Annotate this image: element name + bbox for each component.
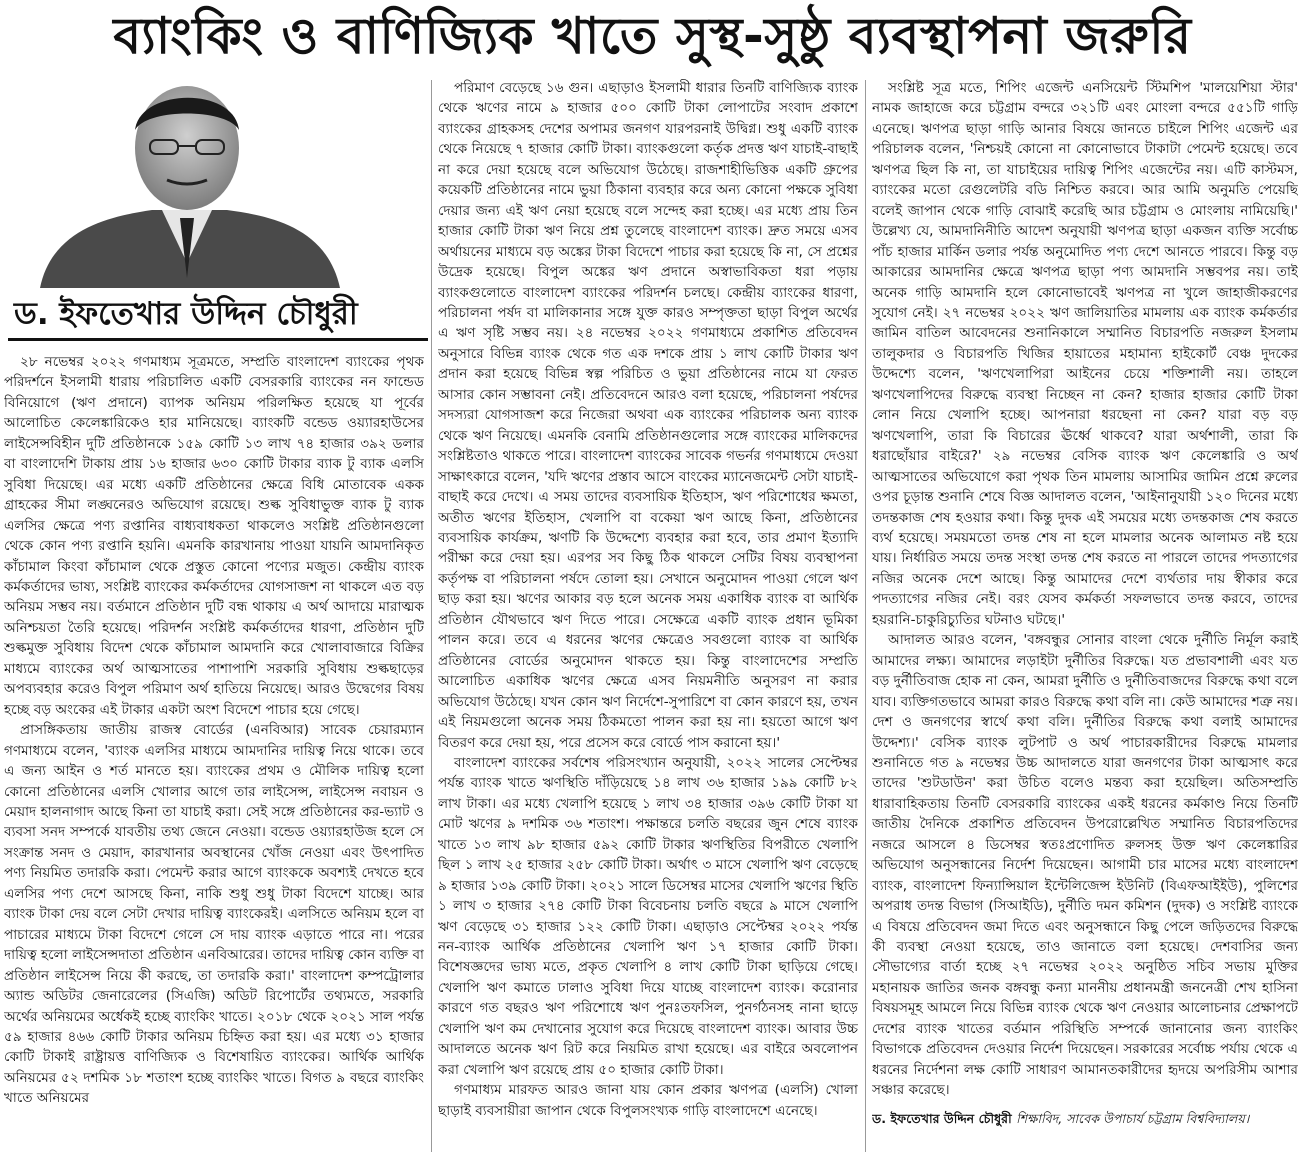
paragraph: ২৮ নভেম্বর ২০২২ গণমাধ্যম সূত্রমতে, সম্প্রতি বাংলাদেশ ব্যাংকের পৃথক পরিদর্শনে ইসলামী ধারায় পরিচালিত একটি বেসরকারি ব্যাংকের নন ফান্ডেড বিনিয়োগে (ঋণ প্রদানে) ব্যাপক অনিয়ম পরিলক্ষিত হয়েছে যা পূর্বের আলোচিত কেলেঙ্কারিকেও হার মানিয়েছে। ব্যাংকটি বন্ডেড ওয়্যারহাউসের লাইসেন্সবিহীন দুটি প্রতিষ্ঠানকে ১৫৯ কোটি ১৩ লাখ ৭৪ হাজার ৩৯২ ডলার বা বাংলাদেশি টাকায় প্রায় ১৬ হাজার ৬৩০ কোটি টাকার ব্যাক টু ব্যাক এলসি সুবিধা দিয়েছে। এর মধ্যে একটি প্রতিষ্ঠানের ক্ষেত্রে বিধি মোতাবেক একক গ্রাহকের সীমা লঙ্ঘনেরও অভিযোগ রয়েছে। শুল্ক সুবিধাভুক্ত ব্যাক টু ব্যাক এলসির ক্ষেত্রে পণ্য রপ্তানির বাধ্যবাধকতা থাকলেও সংশ্লিষ্ট প্রতিষ্ঠানগুলো থেকে কোন পণ্য রপ্তানি হয়নি। এমনকি কারখানায় পাওয়া যায়নি আমদানিকৃত কাঁচামাল কিংবা কাঁচামাল থেকে প্রস্তুত কোনো পণ্যের মজুত। কেন্দ্রীয় ব্যাংক কর্মকর্তাদের ভাষ্য, সংশ্লিষ্ট ব্যাংকের কর্মকর্তাদের যোগসাজশ না থাকলে এত বড় অনিয়ম সম্ভব নয়। বর্তমানে প্রতিষ্ঠান দুটি বন্ধ থাকায় এ অর্থ আদায়ে মারাত্মক অনিশ্চয়তা তৈরি হয়েছে। পরিদর্শন সংশ্লিষ্ট কর্মকর্তাদের ধারণা, প্রতিষ্ঠান দুটি শুল্কমুক্ত সুবিধায় বিদেশ থেকে কাঁচামাল আমদানি করে খোলাবাজারে বিক্রির মাধ্যমে ব্যাংকের অর্থ আত্মসাতের পাশাপাশি সরকারি সুবিধায় শুল্কছাড়ের অপব্যবহার করেও বিপুল পরিমাণ অর্থ হাতিয়ে নিয়েছে। আরও উদ্বেগের বিষয় হচ্ছে বড় অংকের এই টাকার একটা অংশ বিদেশে পাচার হয়ে গেছে। (4, 354, 424, 718)
author-note-title: শিক্ষাবিদ, সাবেক উপাচার্য চট্টগ্রাম বিশ্ববিদ্যালয়। (1016, 1110, 1250, 1126)
paragraph: আদালত আরও বলেন, 'বঙ্গবন্ধুর সোনার বাংলা থেকে দুর্নীতি নির্মূল করাই আমাদের লক্ষ্য। আমাদের লড়াইটা দুর্নীতির বিরুদ্ধে। যত প্রভাবশালী এবং যত বড় দুর্নীতিবাজ হোক না কেন, আমরা দুর্নীতি ও দুর্নীতিবাজদের বিরুদ্ধে কথা বলে যাব। ব্যক্তিগতভাবে আমরা কারও বিরুদ্ধে কথা বলি না। কেউ আমাদের শত্রু নয়। দেশ ও জনগণের স্বার্থে কথা বলি। দুর্নীতির বিরুদ্ধে কথা বলাই আমাদের উদ্দেশ্য।' বেসিক ব্যাংক লুটপাট ও অর্থ পাচারকারীদের বিরুদ্ধে মামলার শুনানিতে গত ৯ নভেম্বর উচ্চ আদালতে যারা জনগণের টাকা আত্মসাৎ করে তাদের 'শুটডাউন' করা উচিত বলেও মন্তব্য করা হয়েছিল। অতিসম্প্রতি ধারাবাহিকতায় তিনটি বেসরকারি ব্যাংকের একই ধরনের কর্মকাণ্ড নিয়ে তিনটি জাতীয় দৈনিকে প্রকাশিত প্রতিবেদন উপরোল্লেখিত সম্মানিত বিচারপতিদের নজরে আসলে ৪ ডিসেম্বর স্বতঃপ্রণোদিত রুলসহ উক্ত ঋণ কেলেঙ্কারির অভিযোগ অনুসন্ধানের নির্দেশ দিয়েছেন। আগামী চার মাসের মধ্যে বাংলাদেশ ব্যাংক, বাংলাদেশ ফিন্যান্সিয়াল ইন্টেলিজেন্স ইউনিট (বিএফআইইউ), পুলিশের অপরাধ তদন্ত বিভাগ (সিআইডি), দুর্নীতি দমন কমিশন (দুদক) ও সংশ্লিষ্ট ব্যাংকে এ বিষয়ে প্রতিবেদন জমা দিতে এবং অনুসন্ধানে কিছু পেলে জড়িতদের বিরুদ্ধে কী ব্যবস্থা নেওয়া হয়েছে, তাও জানাতে বলা হয়েছে। দেশবাসির জন্য সৌভাগ্যের বার্তা হচ্ছে ২৭ নভেম্বর ২০২২ অনুষ্ঠিত সচিব সভায় মুক্তির মহানায়ক জাতির জনক বঙ্গবন্ধু কন্যা মাননীয় প্রধানমন্ত্রী জননেত্রী শেখ হাসিনা বিষয়সমূহ আমলে নিয়ে বিভিন্ন ব্যাংক থেকে ঋণ নেওয়ার আলোচনার প্রেক্ষাপটে দেশের ব্যাংক খাতের বর্তমান পরিস্থিতি সম্পর্কে জানানোর জন্য ব্যাংকিং বিভাগকে প্রতিবেদন দেওয়ার নির্দেশ দিয়েছেন। সরকারের সর্বোচ্চ পর্যায় থেকে এ ধরনের নির্দেশনা লক্ষ কোটি সাধারণ আমানতকারীদের হৃদয়ে অপরিসীম আশার সঞ্চার করেছে। (872, 632, 1298, 1099)
paragraph: সংশ্লিষ্ট সূত্র মতে, শিপিং এজেন্ট এনসিয়েন্ট স্টিমশিপ 'মালয়েশিয়া স্টার' নামক জাহাজে করে চট্টগ্রাম বন্দরে ৩২১টি এবং মোংলা বন্দরে ৫৫১টি গাড়ি এনেছে। ঋণপত্র ছাড়া গাড়ি আনার বিষয়ে জানতে চাইলে শিপিং এজেন্ট এর পরিচালক বলেন, 'নিশ্চয়ই কোনো না কোনোভাবে টাকাটা পেমেন্ট হয়েছে। তবে ঋণপত্র ছিল কি না, তা যাচাইয়ের দায়িত্ব শিপিং এজেন্টের নয়। এটি কাস্টমস, ব্যাংকের মতো রেগুলেটরি বডি নিশ্চিত করবে। আর আমি অনুমতি পেয়েছি বলেই জাপান থেকে গাড়ি বোঝাই করেছি আর চট্টগ্রাম ও মোংলায় নামিয়েছি।' উল্লেখ্য যে, আমদানিনীতি আদেশ অনুযায়ী ঋণপত্র ছাড়া একজন ব্যক্তি সর্বোচ্চ পাঁচ হাজার মার্কিন ডলার পর্যন্ত অনুমোদিত পণ্য দেশে আনতে পারবে। কিন্তু বড় আকারের আমদানির ক্ষেত্রে ঋণপত্র ছাড়া পণ্য আমদানি সম্ভবপর নয়। তাই অনেক গাড়ি আমদানি হলে কোনোভাবেই ঋণপত্র না খুলে জাহাজীকরণের সুযোগ নেই। ২৭ নভেম্বর ২০২২ ঋণ জালিয়াতির মামলায় এক ব্যাংক কর্মকর্তার জামিন বাতিল আবেদনের শুনানিকালে সম্মানিত বিচারপতি নজরুল ইসলাম তালুকদার ও বিচারপতি খিজির হায়াতের মহামান্য হাইকোর্ট বেঞ্চ দুদকের উদ্দেশ্যে বলেন, 'ঋণখেলাপিরা আইনের চেয়ে শক্তিশালী নয়। তাহলে ঋণখেলাপিদের বিরুদ্ধে ব্যবস্থা নিচ্ছেন না কেন? হাজার হাজার কোটি টাকা লোন নিয়ে খেলাপি হচ্ছে। আপনারা ধরছেনা না কেন? যারা বড় বড় ঋণখেলাপি, তারা কি বিচারের ঊর্ধ্বে থাকবে? যারা অর্থশালী, তারা কি ধরাছোঁয়ার বাইরে?' ২৯ নভেম্বর বেসিক ব্যাংক ঋণ কেলেঙ্কারি ও অর্থ আত্মসাতের অভিযোগে করা পৃথক তিন মামলায় আসামির জামিন প্রশ্নে রুলের ওপর চূড়ান্ত শুনানি শেষে বিজ্ঞ আদালত বলেন, 'আইনানুযায়ী ১২০ দিনের মধ্যে তদন্তকাজ শেষ হওয়ার কথা। কিন্তু দুদক এই সময়ের মধ্যে তদন্তকাজ শেষ করতে ব্যর্থ হয়েছে। সময়মতো তদন্ত শেষ না হলে মামলার অনেক আলামত নষ্ট হয়ে যায়। নির্ধারিত সময়ে তদন্ত সংস্থা তদন্ত শেষ করতে না পারলে তাদের পদত্যাগের নজির অনেক দেশে আছে। কিন্তু আমাদের দেশে ব্যর্থতার দায় স্বীকার করে পদত্যাগের নজির নেই। বরং যেসব কর্মকর্তা সফলভাবে তদন্ত করবে, তাদের হয়রানি-চাকুরিচ্যুতির ঘটনাও ঘটছে।' (872, 80, 1298, 628)
paragraph: গণমাধ্যম মারফত আরও জানা যায় কোন প্রকার ঋণপত্র (এলসি) খোলা ছাড়াই ব্যবসায়ীরা জাপান থেকে বিপুলসংখ্যক গাড়ি বাংলাদেশে এনেছে। (438, 1082, 858, 1119)
author-note-name: ড. ইফতেখার উদ্দিন চৌধুরী (872, 1110, 1012, 1126)
article-column-2 (438, 78, 858, 1153)
column-divider (431, 80, 432, 1152)
author-portrait (22, 78, 352, 288)
article-column-3 (872, 78, 1298, 1153)
paragraph: বাংলাদেশ ব্যাংকের সর্বশেষ পরিসংখ্যান অনুযায়ী, ২০২২ সালের সেপ্টেম্বর পর্যন্ত ব্যাংক খাতে ঋণস্থিতি দাঁড়িয়েছে ১৪ লাখ ৩৬ হাজার ১৯৯ কোটি ৮২ লাখ টাকা। এর মধ্যে খেলাপি হয়েছে ১ লাখ ৩৪ হাজার ৩৯৬ কোটি টাকা যা মোট ঋণের ৯ দশমিক ৩৬ শতাংশ। পক্ষান্তরে চলতি বছরের জুন শেষে ব্যাংক খাতে ১৩ লাখ ৯৮ হাজার ৫৯২ কোটি টাকার ঋণস্থিতির বিপরীতে খেলাপি ছিল ১ লাখ ২৫ হাজার ২৫৮ কোটি টাকা। অর্থাৎ ৩ মাসে খেলাপি ঋণ বেড়েছে ৯ হাজার ১৩৯ কোটি টাকা। ২০২১ সালে ডিসেম্বর মাসের খেলাপি ঋণের স্থিতি ১ লাখ ৩ হাজার ২৭৪ কোটি টাকা বিবেচনায় চলতি বছরে ৯ মাসে খেলাপি ঋণ বেড়েছে ৩১ হাজার ১২২ কোটি টাকা। এছাড়াও সেপ্টেম্বর ২০২২ পর্যন্ত নন-ব্যাংক আর্থিক প্রতিষ্ঠানের খেলাপি ঋণ ১৭ হাজার কোটি টাকা। বিশেষজ্ঞদের ভাষ্য মতে, প্রকৃত খেলাপি ৪ লাখ কোটি টাকা ছাড়িয়ে গেছে। খেলাপি ঋণ কমাতে ঢালাও সুবিধা দিয়ে যাচ্ছে বাংলাদেশ ব্যাংক। করোনার কারণে গত বছরও ঋণ পরিশোধে ঋণ পুনঃতফসিল, পুনর্গঠনসহ নানা ছাড়ে খেলাপি ঋণ কম দেখানোর সুযোগ করে দিয়েছে বাংলাদেশ ব্যাংক। আবার উচ্চ আদালতে অনেক ঋণ রিট করে নিয়মিত রাখা হয়েছে। এর বাইরে অবলোপন করা খেলাপি ঋণ রয়েছে প্রায় ৫০ হাজার কোটি টাকা। (438, 754, 858, 1078)
article-column-1 (4, 352, 424, 1152)
column-divider (865, 80, 866, 1152)
byline-rule (8, 338, 428, 341)
paragraph: পরিমাণ বেড়েছে ১৬ গুন। এছাড়াও ইসলামী ধারার তিনটি বাণিজ্যিক ব্যাংক থেকে ঋণের নামে ৯ হাজার ৫০০ কোটি টাকা লোপাটের সংবাদ প্রকাশে ব্যাংকের গ্রাহকসহ দেশের অপামর জনগণ যারপরনাই উদ্বিগ্ন। শুধু একটি ব্যাংক থেকে নিয়েছে ৭ হাজার কোটি টাকা। ব্যাংকগুলো কর্তৃক প্রদত্ত ঋণ যাচাই-বাছাই না করে দেয়া হয়েছে বলে অভিযোগ উঠেছে। রাজশাহীভিত্তিক একটি গ্রুপের কয়েকটি প্রতিষ্ঠানের নামে ভুয়া ঠিকানা ব্যবহার করে অন্য কোনো পক্ষকে সুবিধা দেয়ার জন্য এই ঋণ নেয়া হয়েছে বলে সন্দেহ করা হচ্ছে। এর মধ্যে প্রায় তিন হাজার কোটি টাকা ঋণ নিয়ে প্রশ্ন তুলেছে বাংলাদেশ ব্যাংক। দ্রুত সময়ে এসব অর্থায়নের মাধ্যমে বড় অঙ্কের টাকা বিদেশে পাচার করা হয়েছে কি না, সে প্রশ্নের উদ্রেক হয়েছে। বিপুল অঙ্কের ঋণ প্রদানে অস্বাভাবিকতা ধরা পড়ায় ব্যাংকগুলোতে বাংলাদেশ ব্যাংকের পরিদর্শন চলছে। কেন্দ্রীয় ব্যাংকের ধারণা, পরিচালনা পর্ষদ বা মালিকানার সঙ্গে যুক্ত কারও সম্পৃক্ততা ছাড়া বিপুল অর্থের এ ঋণ সৃষ্টি সম্ভব নয়। ২৪ নভেম্বর ২০২২ গণমাধ্যমে প্রকাশিত প্রতিবেদন অনুসারে বিভিন্ন ব্যাংক থেকে গত এক দশকে প্রায় ১ লাখ কোটি টাকার ঋণ প্রদান করা হয়েছে বিভিন্ন স্বল্প পরিচিত ও ভুয়া প্রতিষ্ঠানের নামে যা ফেরত আসার কোন সম্ভাবনা নেই। প্রতিবেদনে আরও বলা হয়েছে, পরিচালনা পর্ষদের সদস্যরা যোগসাজশ করে নিজেরা অথবা এক ব্যাংকের পরিচালক অন্য ব্যাংক থেকে ঋণ নিয়েছে। এমনকি বেনামি প্রতিষ্ঠানগুলোর সঙ্গে ব্যাংকের মালিকদের সংশ্লিষ্টতাও থাকতে পারে। বাংলাদেশ ব্যাংকের সাবেক গভর্নর গণমাধ্যমে দেওয়া সাক্ষাৎকারে বলেন, 'যদি ঋণের প্রস্তাব আসে বাংকের ম্যানেজমেন্ট সেটা যাচাই-বাছাই করে দেখে। এ সময় তাদের ব্যবসায়িক ইতিহাস, ঋণ পরিশোধের ক্ষমতা, অতীত ঋণের ইতিহাস, খেলাপি বা বকেয়া ঋণ আছে কিনা, প্রতিষ্ঠানের ব্যবসায়িক কার্যক্রম, ঋণটি কি উদ্দেশ্যে ব্যবহার করা হবে, তার প্রমাণ ইত্যাদি পরীক্ষা করে দেয়া হয়। এরপর সব কিছু ঠিক থাকলে সেটির বিষয় ব্যবস্থাপনা কর্তৃপক্ষ বা পরিচালনা পর্ষদে তোলা হয়। সেখানে অনুমোদন পাওয়া গেলে ঋণ ছাড় করা হয়। ঋণের আকার বড় হলে অনেক সময় একাধিক ব্যাংক বা আর্থিক প্রতিষ্ঠান যৌথভাবে ঋণ দিতে পারে। সেক্ষেত্রে একটি ব্যাংক প্রধান ভূমিকা পালন করে। তবে এ ধরনের ঋণের ক্ষেত্রেও সবগুলো ব্যাংক বা আর্থিক প্রতিষ্ঠানের বোর্ডের অনুমোদন থাকতে হয়। কিন্তু বাংলাদেশের সম্প্রতি আলোচিত একাধিক ঋণের ক্ষেত্রে এসব নিয়মনীতি অনুসরণ না করার অভিযোগ উঠেছে। যখন কোন ঋণ নির্দেশে-সুপারিশে বা কোন কারণে হয়, তখন এই নিয়মগুলো অনেক সময় ঠিকমতো পালন করা হয় না। হয়তো আগে ঋণ বিতরণ করে দেয়া হয়, পরে প্রসেস করে বোর্ডে পাস করানো হয়।' (438, 80, 858, 751)
author-byline: ড. ইফতেখার উদ্দিন চৌধুরী (14, 296, 358, 332)
paragraph: প্রাসঙ্গিকতায় জাতীয় রাজস্ব বোর্ডের (এনবিআর) সাবেক চেয়ারম্যান গণমাধ্যমে বলেন, 'ব্যাংক এলসির মাধ্যমে আমদানির দায়িত্ব নিয়ে থাকে। তবে এ জন্য আইন ও শর্ত মানতে হয়। ব্যাংকের প্রথম ও মৌলিক দায়িত্ব হলো কোনো প্রতিষ্ঠানের এলসি খোলার আগে তার লাইসেন্স, লাইসেন্স নবায়ন ও মেয়াদ হালনাগাদ আছে কিনা তা যাচাই করা। সেই সঙ্গে প্রতিষ্ঠানের কর-ভ্যাট ও ব্যবসা সনদ সম্পর্কে যাবতীয় তথ্য জেনে নেওয়া। বন্ডেড ওয়্যারহাউজ হলে সে সংক্রান্ত সনদ ও মেয়াদ, কারখানার অবস্থানের খোঁজ নেওয়া এবং উৎপাদিত পণ্য নিয়মিত তদারকি করা। পেমেন্ট করার আগে ব্যাংককে অবশ্যই দেখতে হবে এলসির পণ্য দেশে আসছে কিনা, নাকি শুধু শুধু টাকা বিদেশে যাচ্ছে। আর ব্যাংক টাকা দেয় বলে সেটা দেখার দায়িত্ব ব্যাংকেরই। এলসিতে অনিয়ম হলে বা পাচারের মাধ্যমে টাকা বিদেশে গেলে সে দায় ব্যাংক এড়াতে পারে না। পরের দায়িত্ব হলো লাইসেন্সদাতা প্রতিষ্ঠান এনবিআরের। তাদের দায়িত্ব কোন ব্যক্তি বা প্রতিষ্ঠান লাইসেন্স নিয়ে কী করছে, তা তদারকি করা।' বাংলাদেশ কম্পট্রোলার অ্যান্ড অডিটর জেনারেলের (সিএজি) অডিট রিপোর্টের তথ্যমতে, সরকারি অর্থের অনিয়মের অর্ধেকই হচ্ছে ব্যাংকিং খাতে। ২০১৮ থেকে ২০২১ সাল পর্যন্ত ৫৯ হাজার ৪৬৬ কোটি টাকার অনিয়ম চিহ্নিত করা হয়। এর মধ্যে ৩১ হাজার কোটি টাকাই রাষ্ট্রায়ত্ত বাণিজ্যিক ও বিশেষায়িত ব্যাংকের। আর্থিক আর্থিক অনিয়মের ৫২ দশমিক ১৮ শতাংশ হচ্ছে ব্যাংকিং খাতে। বিগত ৯ বছরে ব্যাংকিং খাতে অনিয়মের (4, 722, 424, 1107)
author-note (872, 1109, 1298, 1129)
headline: ব্যাংকিং ও বাণিজ্যিক খাতে সুস্থ-সুষ্ঠু ব্যবস্থাপনা জরুরি (113, 7, 1192, 65)
